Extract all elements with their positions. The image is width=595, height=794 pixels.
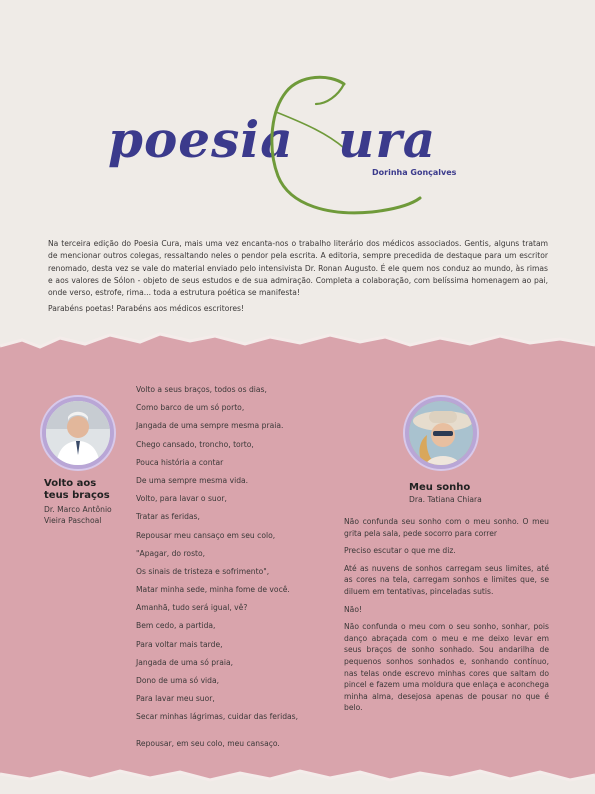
poem-line: Para lavar meu suor,: [136, 694, 215, 704]
woman-portrait-icon: [409, 401, 473, 465]
poem-line: Pouca história a contar: [136, 457, 224, 467]
poem-meu-sonho: [344, 516, 549, 720]
poem-paragraph: Não confunda seu sonho com o meu sonho. O meu grita pela sala, pede socorro para correr: [344, 517, 549, 538]
author-photo-marco: [42, 397, 114, 469]
poem-line: Tratar as feridas,: [136, 512, 200, 522]
poem-paragraph: Preciso escutar o que me diz.: [344, 546, 456, 556]
poem-title-volto-aos-teus-bracos: Volto aos teus braços: [44, 478, 110, 501]
intro-paragraph-2: Parabéns poetas! Parabéns aos médicos escritores!: [48, 304, 245, 314]
logo-word-ura: ura: [338, 110, 437, 169]
poem-line: Repousar meu cansaço em seu colo,: [136, 530, 276, 540]
poem-line: "Apagar, do rosto,: [136, 548, 206, 558]
poem-line: Volto, para lavar o suor,: [136, 494, 227, 504]
poem-author-marco: Dr. Marco Antônio Vieira Paschoal: [44, 505, 112, 525]
intro-text: [48, 238, 548, 320]
doctor-portrait-icon: [46, 401, 110, 465]
poem-line: Chego cansado, troncho, torto,: [136, 439, 254, 449]
poem-line: Secar minhas lágrimas, cuidar das feridas,: [136, 712, 299, 722]
poem-line: Matar minha sede, minha fome de você.: [136, 585, 290, 595]
logo-word-poesia: poesia: [108, 110, 294, 169]
poem-line: Jangada de uma só praia,: [136, 657, 234, 667]
poem-line: Para voltar mais tarde,: [136, 639, 223, 649]
poem-line: Repousar, em seu colo, meu cansaço.: [136, 739, 280, 749]
poem-paragraph: Não!: [344, 604, 363, 614]
poem-line: Volto a seus braços, todos os dias,: [136, 385, 267, 394]
author-photo-tatiana: [405, 397, 477, 469]
poem-line: Bem cedo, a partida,: [136, 621, 216, 631]
poem-paragraph: Não confunda o meu com o seu sonho, sonhar, pois danço abraçada com o meu e me deixo levar em seus braços de sonho sonhado. Sou andarilha de pequenos sonhos sonhados e, sonhando contínuo, nas telas onde escrevo minhas cores que saltam do pincel e fazem uma moldura que enlaça e aconchega minha alma, desejosa apenas de pousar no que é belo.: [344, 622, 549, 713]
poem-line: Jangada de uma sempre mesma praia.: [136, 421, 284, 431]
poem-line: Dono de uma só vida,: [136, 676, 220, 685]
intro-paragraph-1: Na terceira edição do Poesia Cura, mais uma vez encanta-nos o trabalho literário dos médicos associados. Gentis, alguns tratam de mencionar outros colegas, ressaltando neles o pendor pela escrita. A editoria, sempre precedida de destaque para um escritor renomado, desta vez se vale do material enviado pelo intensivista Dr. Ronan Augusto. É ele quem nos conduz ao mundo, às rimas e aos valores de Sólon - objeto de seus estudos e de sua admiração. Completa a colaboração, com belíssima homenagem ao pai, onde verso, estrofe, rima... toda a estrutura poética se manifesta!: [48, 239, 548, 298]
poem-author-tatiana: Dra. Tatiana Chiara: [409, 495, 482, 504]
poem-line: Como barco de um só porto,: [136, 403, 245, 413]
poem-volto-aos-teus-bracos: [136, 385, 306, 758]
poem-title-meu-sonho: Meu sonho: [409, 482, 471, 493]
poem-line: Os sinais de tristeza e sofrimento",: [136, 566, 270, 576]
column-author: Dorinha Gonçalves: [372, 168, 457, 177]
poem-paragraph: Até as nuvens de sonhos carregam seus limites, até as cores na tela, carregam sonhos e limites que, se diluem em tentativas, pinceladas sutis.: [344, 563, 549, 596]
poem-line: Amanhã, tudo será igual, vê?: [136, 603, 248, 613]
poem-line: De uma sempre mesma vida.: [136, 475, 249, 485]
